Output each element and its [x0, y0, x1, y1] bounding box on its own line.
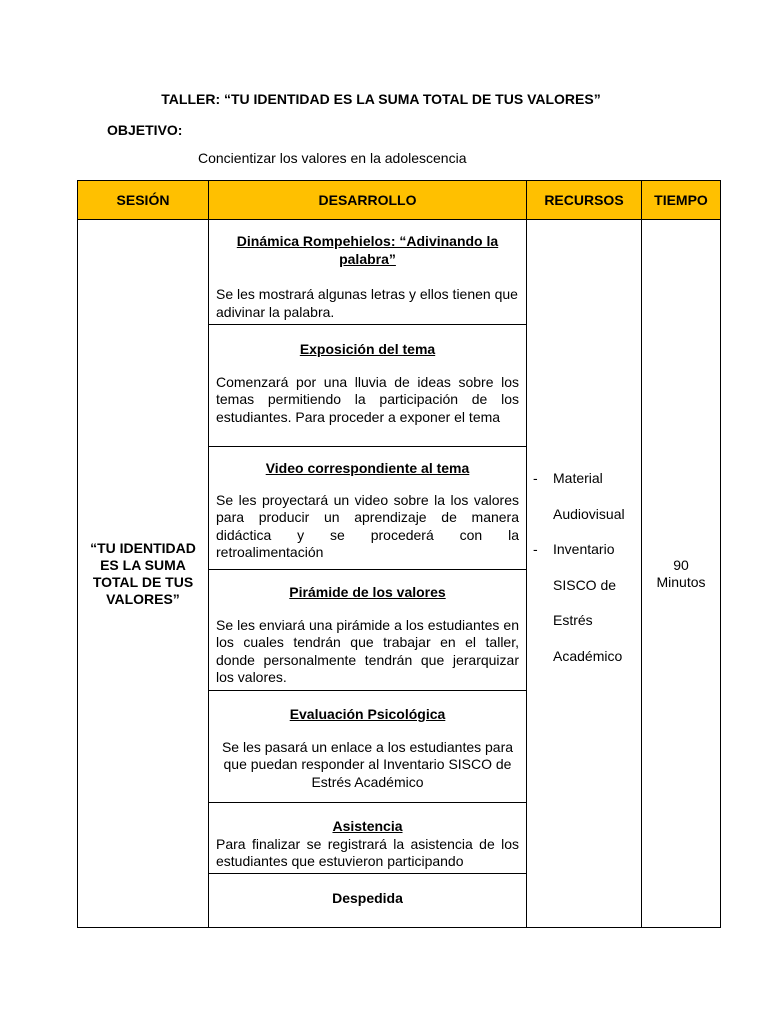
- activity-pyramid: [209, 570, 526, 691]
- time-value: 90: [673, 556, 689, 573]
- activity-description: Se les enviará una pirámide a los estudiantes en los cuales tendrán que trabajar en el taller, donde personalmente tendrán que jerarquizar los valores.: [216, 616, 519, 685]
- header-recursos: RECURSOS: [527, 181, 642, 220]
- workshop-title: TALLER: “TU IDENTIDAD ES LA SUMA TOTAL DE TUS VALORES”: [161, 91, 601, 107]
- table-row: [78, 220, 721, 928]
- activity-description: Se les mostrará algunas letras y ellos tienen que adivinar la palabra.: [216, 286, 518, 320]
- activity-icebreaker: [209, 220, 526, 325]
- activity-title: Exposición del tema: [299, 341, 436, 357]
- activity-exposition: [209, 325, 526, 447]
- header-desarrollo: DESARROLLO: [209, 181, 527, 220]
- objective-text: Concientizar los valores en la adolescencia: [198, 150, 467, 166]
- activity-title: Dinámica Rompehielos: “Adivinando la palabra”: [236, 233, 499, 267]
- header-sesion: SESIÓN: [78, 181, 209, 220]
- objective-label: OBJETIVO:: [107, 122, 183, 138]
- activity-description: Comenzará por una lluvia de ideas sobre los temas permitiendo la participación de los estudiantes. Para proceder a exponer el tema: [216, 373, 519, 425]
- session-table: [77, 180, 721, 928]
- activity-description: Se les proyectará un video sobre la los valores para producir un aprendizaje de manera didáctica y se procederá con la retroalimentación: [216, 491, 519, 560]
- activity-evaluation: [209, 691, 526, 803]
- resource-line: SISCO de: [553, 576, 617, 593]
- session-name: “TU IDENTIDAD ES LA SUMA TOTAL DE TUS VALORES”: [78, 220, 209, 928]
- resource-line: Inventario: [553, 541, 615, 557]
- table-header-row: [78, 181, 721, 220]
- resources-list: [527, 461, 641, 674]
- activity-description: Para finalizar se registrará la asistencia de los estudiantes que estuvieron participando: [216, 835, 519, 869]
- resource-line: Material: [553, 470, 603, 486]
- activity-title: Evaluación Psicológica: [289, 706, 446, 722]
- list-item: [533, 532, 641, 674]
- activity-title: Pirámide de los valores: [289, 584, 446, 600]
- bullet-dash: -: [533, 541, 538, 557]
- resource-line: Académico: [553, 647, 623, 664]
- activity-title: Video correspondiente al tema: [265, 460, 470, 476]
- resource-line: Audiovisual: [553, 505, 625, 522]
- time-cell: [642, 220, 721, 928]
- activity-attendance: [209, 803, 526, 874]
- resources-cell: [527, 220, 642, 928]
- activity-title: Asistencia: [332, 818, 403, 834]
- header-tiempo: TIEMPO: [642, 181, 721, 220]
- activity-video: [209, 447, 526, 570]
- bullet-dash: -: [533, 470, 538, 486]
- activity-description: Se les pasará un enlace a los estudiantes para que puedan responder al Inventario SISCO de Estrés Académico: [221, 738, 514, 790]
- desarrollo-cell: [209, 220, 527, 928]
- activity-farewell: [209, 874, 526, 927]
- list-item: [533, 461, 641, 532]
- resource-line: Estrés: [553, 612, 593, 628]
- time-unit: Minutos: [656, 573, 706, 590]
- activity-title: Despedida: [332, 890, 403, 906]
